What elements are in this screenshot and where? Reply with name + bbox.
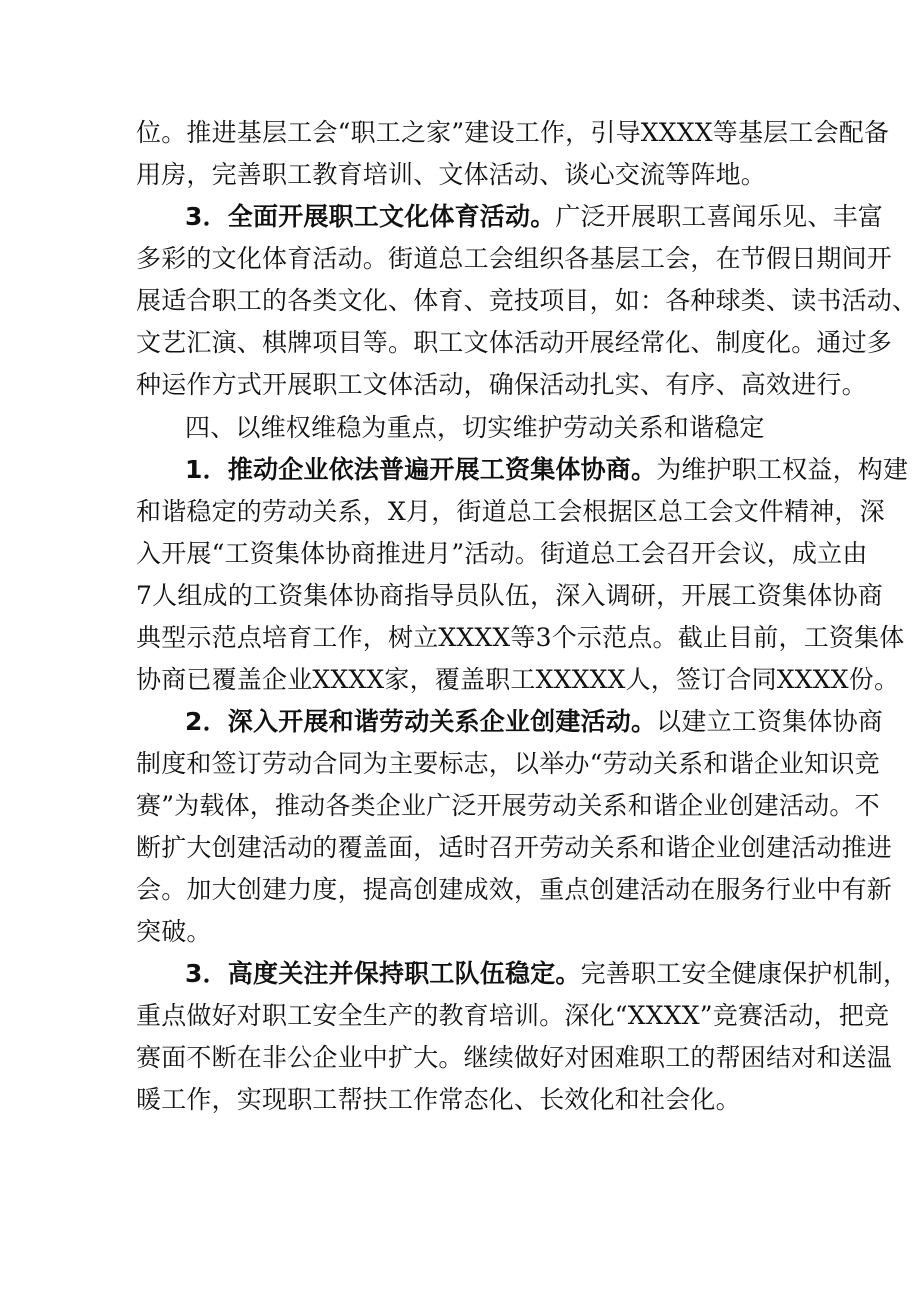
paragraph-line: 文艺汇演、棋牌项目等。职工文体活动开展经常化、制度化。通过多 <box>136 328 893 357</box>
paragraph-line: 7人组成的工资集体协商指导员队伍，深入调研，开展工资集体协商 <box>136 581 883 610</box>
paragraph-line: 制度和签订劳动合同为主要标志，以举办“劳动关系和谐企业知识竞 <box>136 749 880 778</box>
paragraph-line: 断扩大创建活动的覆盖面，适时召开劳动关系和谐企业创建活动推进 <box>136 833 893 862</box>
paragraph-line: 种运作方式开展职工文体活动，确保活动扎实、有序、高效进行。 <box>136 370 867 399</box>
paragraph-line: 会。加大创建力度，提高创建成效，重点创建活动在服务行业中有新 <box>136 875 893 904</box>
item-culture-title: 3．全面开展职工文化体育活动。 <box>185 202 556 231</box>
paragraph-line: 和谐稳定的劳动关系，X月，街道总工会根据区总工会文件精神，深 <box>136 497 885 526</box>
paragraph-line: 位。推进基层工会“职工之家”建设工作，引导XXXX等基层工会配备 <box>136 118 890 147</box>
item-culture-first-line <box>185 202 883 232</box>
paragraph-line: 突破。 <box>136 917 212 946</box>
paragraph-line: 重点做好对职工安全生产的教育培训。深化“XXXX”竞赛活动，把竞 <box>136 1001 890 1030</box>
item-wage-title: 1．推动企业依法普遍开展工资集体协商。 <box>185 455 657 484</box>
paragraph-line: 多彩的文化体育活动。街道总工会组织各基层工会，在节假日期间开 <box>136 244 893 273</box>
item-culture-text: 广泛开展职工喜闻乐见、丰富 <box>555 202 884 231</box>
item-stability-first-line <box>185 959 908 989</box>
item-stability-text: 完善职工安全健康保护机制， <box>580 959 909 988</box>
item-harmony-title: 2．深入开展和谐劳动关系企业创建活动。 <box>185 707 657 736</box>
item-harmony-first-line <box>185 707 883 737</box>
paragraph-line: 用房，完善职工教育培训、文体活动、谈心交流等阵地。 <box>136 160 767 189</box>
paragraph-line: 协商已覆盖企业XXXX家，覆盖职工XXXXX人，签订合同XXXX份。 <box>136 665 900 694</box>
item-wage-text: 为维护职工权益，构建 <box>656 455 909 484</box>
item-harmony-text: 以建立工资集体协商 <box>656 707 884 736</box>
paragraph-line: 赛面不断在非公企业中扩大。继续做好对困难职工的帮困结对和送温 <box>136 1043 893 1072</box>
item-stability-title: 3．高度关注并保持职工队伍稳定。 <box>185 959 581 988</box>
item-wage-first-line <box>185 455 908 485</box>
paragraph-line: 展适合职工的各类文化、体育、竞技项目，如：各种球类、读书活动、 <box>136 286 918 315</box>
section-heading: 四、以维权维稳为重点，切实维护劳动关系和谐稳定 <box>185 413 765 442</box>
paragraph-line: 暖工作，实现职工帮扶工作常态化、长效化和社会化。 <box>136 1085 741 1114</box>
paragraph-line: 典型示范点培育工作，树立XXXX等3个示范点。截止目前，工资集体 <box>136 623 905 652</box>
paragraph-line: 赛”为载体，推动各类企业广泛开展劳动关系和谐企业创建活动。不 <box>136 791 880 820</box>
paragraph-line: 入开展“工资集体协商推进月”活动。街道总工会召开会议，成立由 <box>136 539 868 568</box>
